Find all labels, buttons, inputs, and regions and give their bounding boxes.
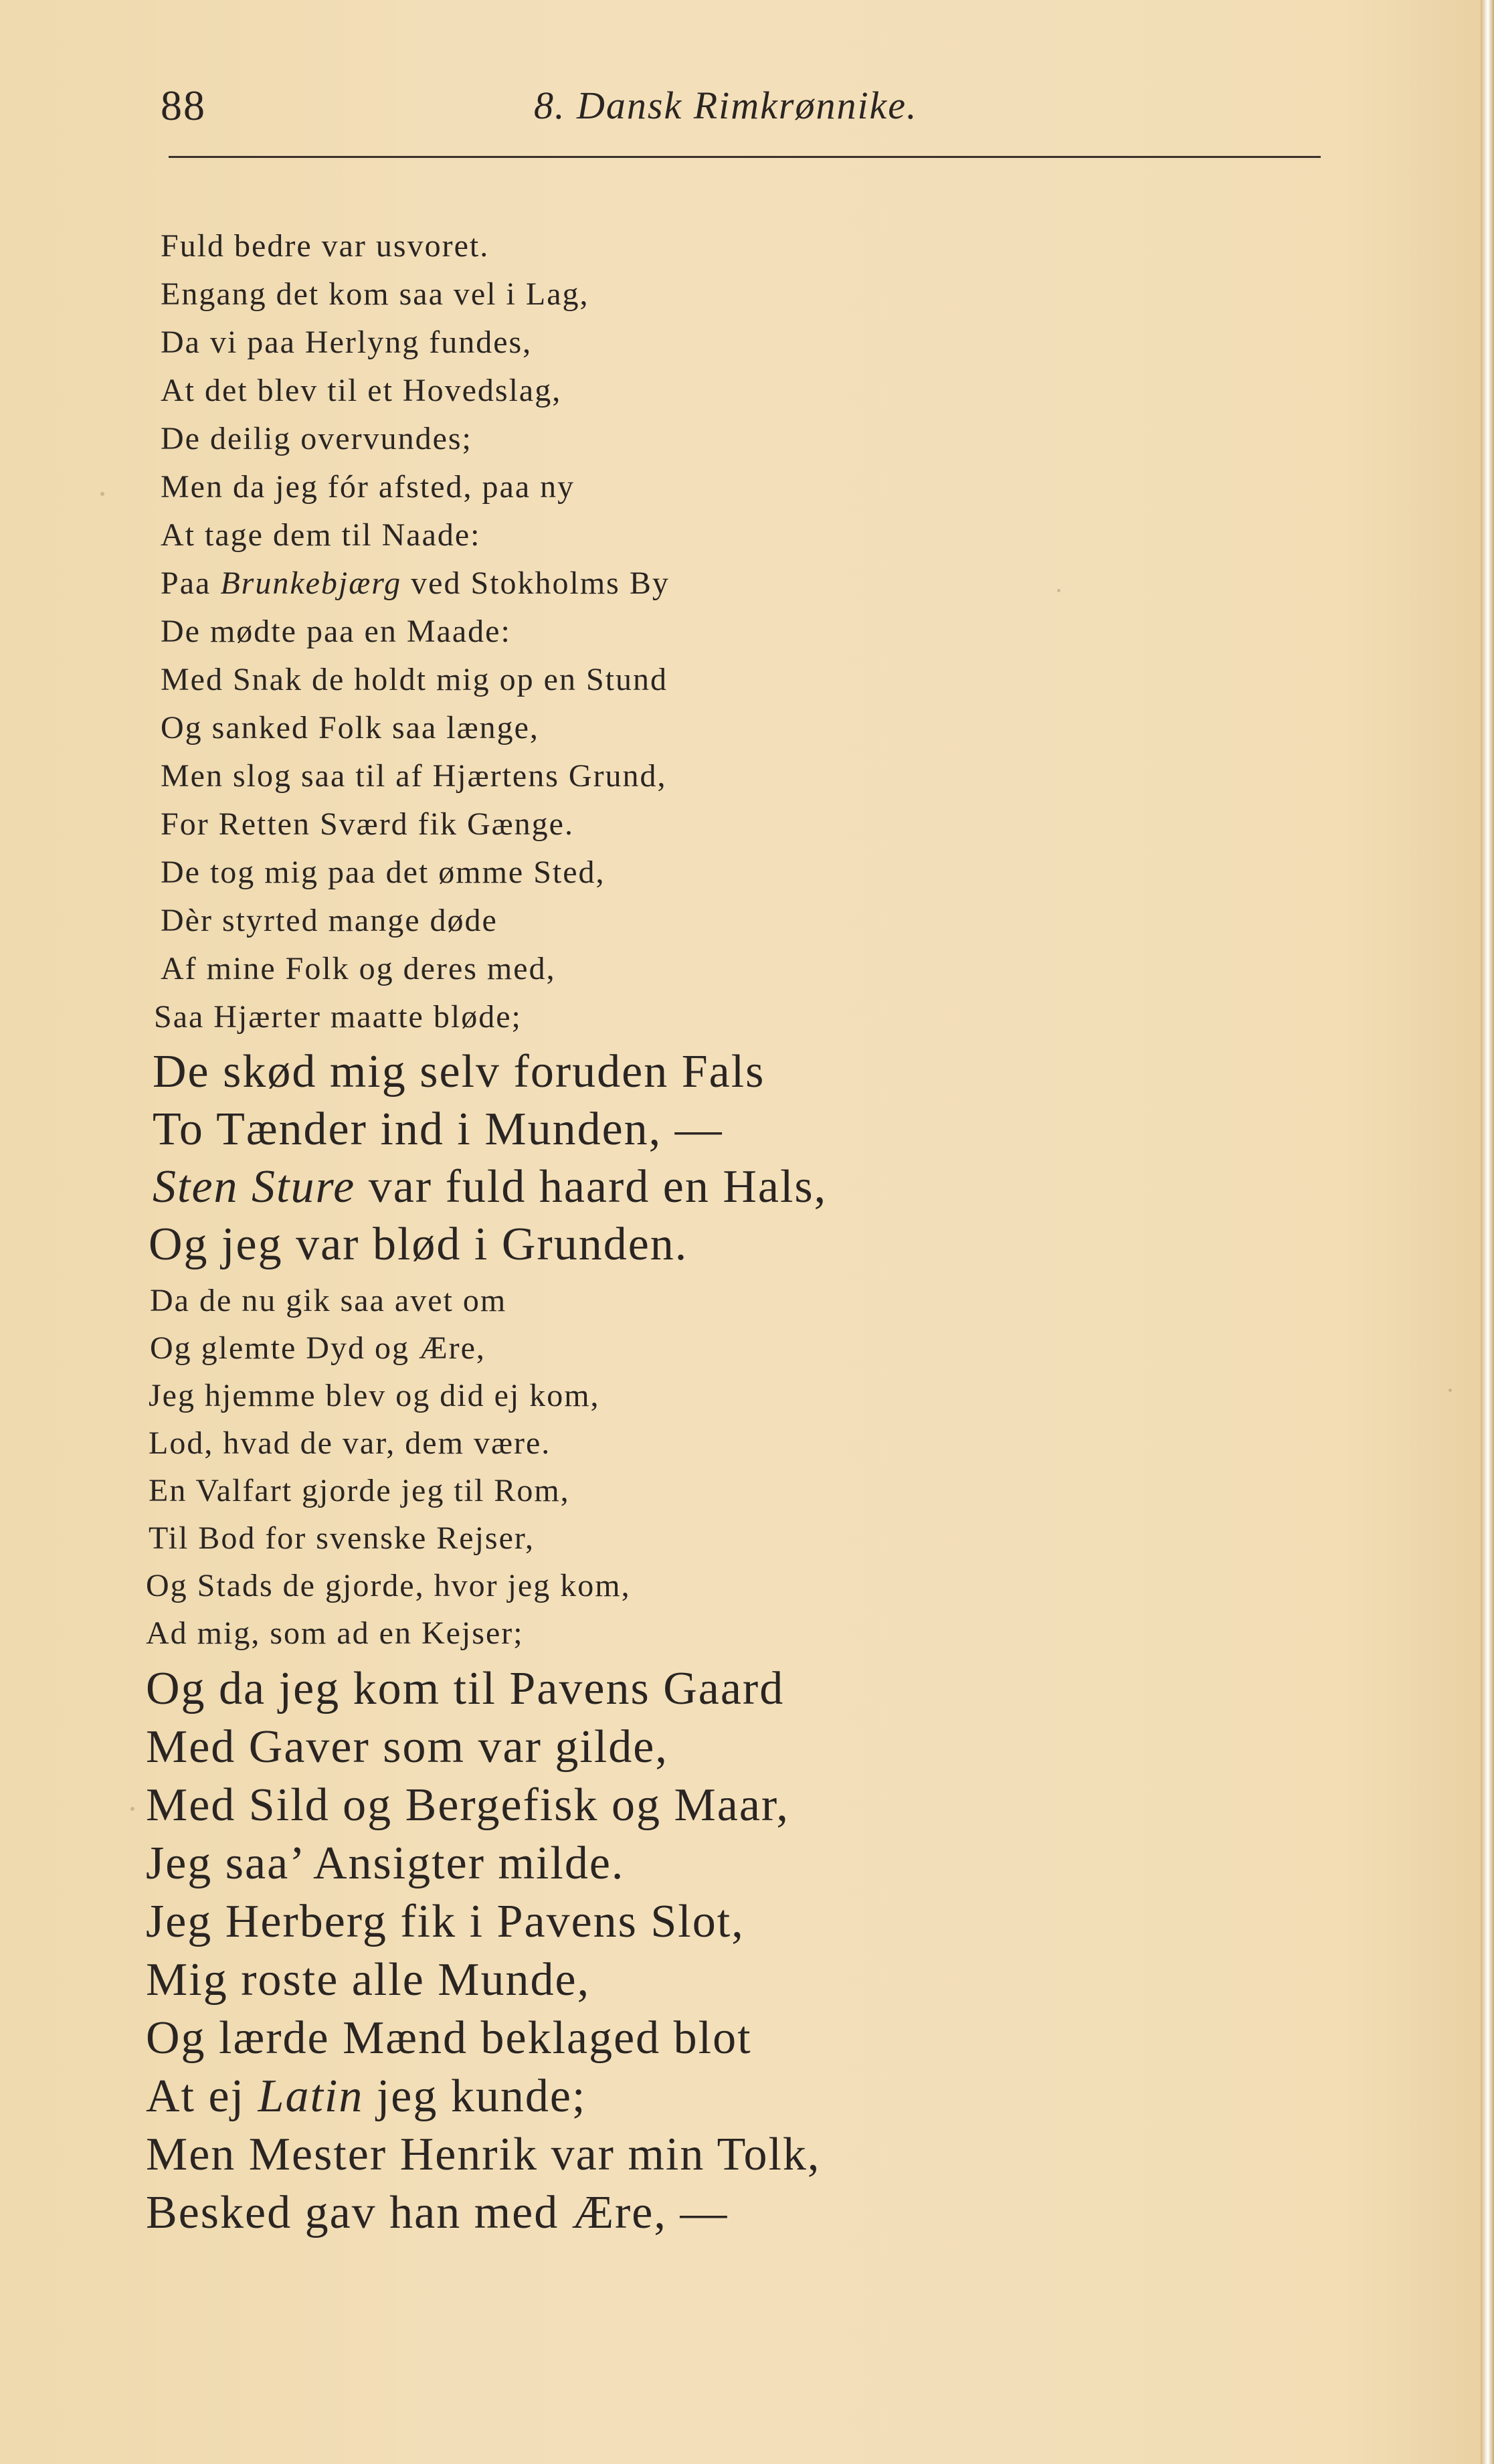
poem-line: Jeg hjemme blev og did ej kom, <box>149 1378 600 1413</box>
poem-line: Og jeg var blød i Grunden. <box>149 1219 688 1270</box>
page-edge <box>1481 0 1494 2464</box>
poem-line: Saa Hjærter maatte bløde; <box>154 999 522 1035</box>
poem-line: For Retten Sværd fik Gænge. <box>161 806 574 842</box>
paper-speck <box>1449 1389 1452 1392</box>
poem-line: Og lærde Mænd beklaged blot <box>146 2012 752 2064</box>
poem-line: Jeg saa’ Ansigter milde. <box>146 1838 625 1889</box>
header-rule <box>169 156 1321 158</box>
poem-line: Besked gav han med Ære, — <box>146 2187 729 2238</box>
poem-line: Sten Sture var fuld haard en Hals, <box>153 1161 828 1213</box>
paper-speck <box>130 1807 134 1811</box>
poem-line: Og sanked Folk saa længe, <box>161 710 539 745</box>
poem-line: Ad mig, som ad en Kejser; <box>146 1615 524 1651</box>
paper-speck <box>100 492 104 496</box>
poem-line: De skød mig selv foruden Fals <box>153 1046 765 1097</box>
poem-line: At tage dem til Naade: <box>161 517 481 553</box>
poem-line: At ej Latin jeg kunde; <box>146 2071 587 2122</box>
poem-line: Da de nu gik saa avet om <box>150 1283 507 1318</box>
page-number: 88 <box>161 82 206 129</box>
poem-line: Med Snak de holdt mig op en Stund <box>161 662 668 697</box>
poem-line: Dèr styrted mange døde <box>161 903 498 938</box>
poem-line: Lod, hvad de var, dem være. <box>149 1425 551 1461</box>
poem-line: Men slog saa til af Hjærtens Grund, <box>161 758 667 794</box>
poem-line: Fuld bedre var usvoret. <box>161 228 490 264</box>
poem-line: Mig roste alle Munde, <box>146 1954 591 2006</box>
poem-line: De tog mig paa det ømme Sted, <box>161 855 605 890</box>
poem-line: Og da jeg kom til Pavens Gaard <box>146 1663 785 1714</box>
poem-line: Da vi paa Herlyng fundes, <box>161 325 533 360</box>
poem-line: At det blev til et Hovedslag, <box>161 373 562 408</box>
poem-line: Og glemte Dyd og Ære, <box>150 1330 486 1366</box>
running-head: 8. Dansk Rimkrønnike. <box>534 84 918 127</box>
poem-line: Med Sild og Bergefisk og Maar, <box>146 1779 789 1831</box>
poem-line: Til Bod for svenske Rejser, <box>149 1520 535 1556</box>
paper-speck <box>1057 589 1060 592</box>
poem-line: Jeg Herberg fik i Pavens Slot, <box>146 1896 745 1947</box>
poem-line: Med Gaver som var gilde, <box>146 1721 668 1773</box>
poem-line: Paa Brunkebjærg ved Stokholms By <box>161 565 670 601</box>
poem-line: Men da jeg fór afsted, paa ny <box>161 469 575 505</box>
poem-line: To Tænder ind i Munden, — <box>153 1104 723 1155</box>
poem-line: Af mine Folk og deres med, <box>161 951 556 986</box>
poem-line: En Valfart gjorde jeg til Rom, <box>149 1473 570 1508</box>
poem-line: De mødte paa en Maade: <box>161 614 511 649</box>
poem-line: De deilig overvundes; <box>161 421 472 456</box>
poem-line: Engang det kom saa vel i Lag, <box>161 276 589 312</box>
poem-line: Og Stads de gjorde, hvor jeg kom, <box>146 1568 631 1603</box>
poem-line: Men Mester Henrik var min Tolk, <box>146 2129 821 2180</box>
